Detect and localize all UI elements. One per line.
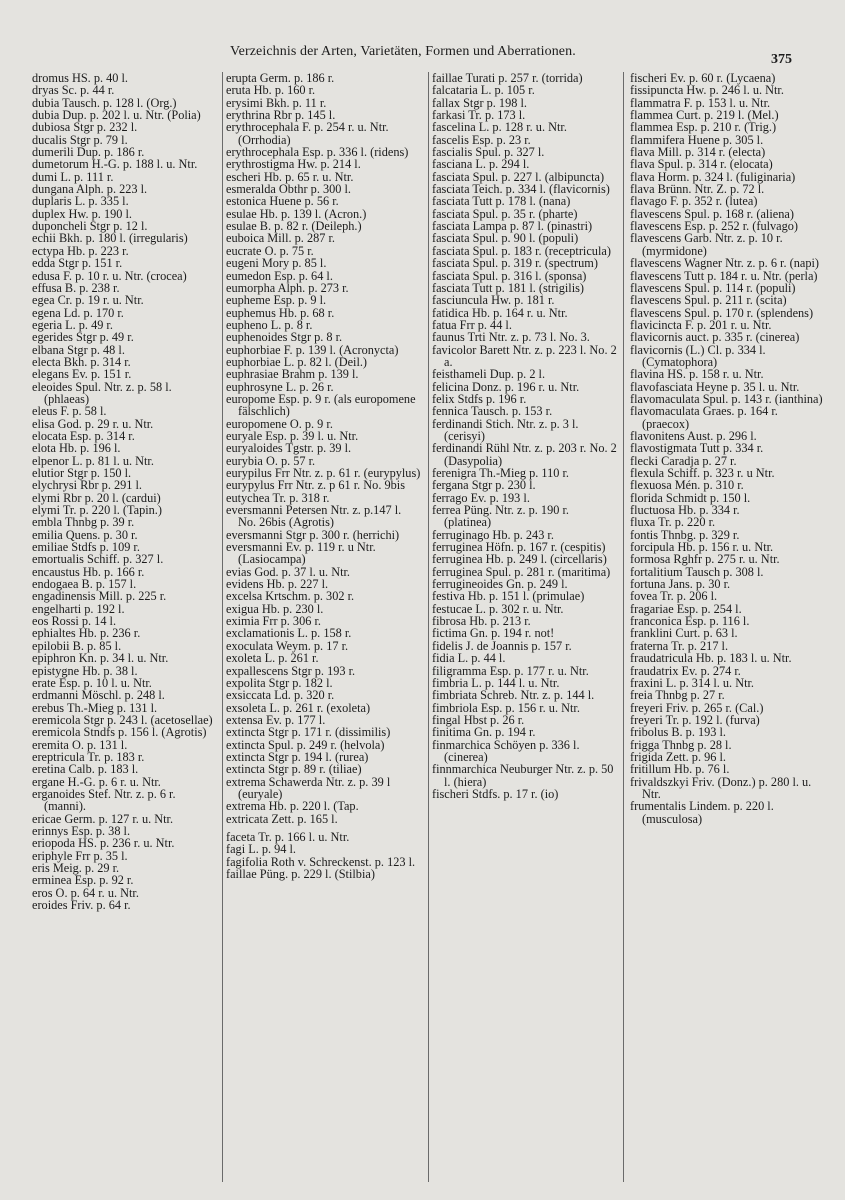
index-entry: faillae Turati p. 257 r. (torrida) — [432, 71, 583, 85]
index-entry: eutychea Tr. p. 318 r. — [226, 490, 330, 505]
index-entry: eupheme Esp. p. 9 l. — [226, 293, 327, 308]
index-entry: engadinensis Mill. p. 225 r. — [32, 589, 167, 604]
index-entry: erythrocephala F. p. 254 r. u. Ntr. (Orrhodia) — [226, 120, 389, 147]
index-entry: fasciata Spul. p. 319 r. (spectrum) — [432, 256, 598, 271]
index-entry: flammatra F. p. 153 l. u. Ntr. — [630, 95, 771, 110]
index-entry: encaustus Hb. p. 166 r. — [32, 564, 145, 579]
index-entry: favicolor Barett Ntr. z. p. 223 l. No. 2 a. — [432, 342, 617, 369]
index-entry: elota Hb. p. 196 l. — [32, 441, 121, 456]
index-entry: egea Cr. p. 19 r. u. Ntr. — [32, 293, 144, 308]
index-entry: flavostigmata Tutt p. 334 r. — [630, 441, 764, 456]
index-entry: fribolus B. p. 193 l. — [630, 725, 726, 740]
index-entry: elegans Ev. p. 151 r. — [32, 367, 132, 382]
index-entry: fasciata Lampa p. 87 l. (pinastri) — [432, 219, 593, 234]
index-entry: europomene O. p. 9 r. — [226, 416, 333, 431]
index-entry: eumorpha Alph. p. 273 r. — [226, 280, 349, 295]
index-entry: electa Bkh. p. 314 r. — [32, 354, 131, 369]
index-entry: dryas Sc. p. 44 r. — [32, 83, 115, 98]
index-entry: echii Bkh. p. 180 l. (irregularis) — [32, 231, 188, 246]
index-entry: eos Rossi p. 14 l. — [32, 614, 117, 629]
index-entry: dubiosa Stgr p. 232 l. — [32, 120, 138, 135]
index-entry: euphemus Hb. p. 68 r. — [226, 305, 335, 320]
index-entry: flavomaculata Spul. p. 143 r. (ianthina) — [630, 391, 823, 406]
index-entry: flammea Esp. p. 210 r. (Trig.) — [630, 120, 777, 135]
index-entry: felicina Donz. p. 196 r. u. Ntr. — [432, 379, 580, 394]
index-entry: fatua Frr p. 44 l. — [432, 317, 512, 332]
index-entry: egena Ld. p. 170 r. — [32, 305, 124, 320]
index-entry: eremita O. p. 131 l. — [32, 737, 128, 752]
index-entry: festucae L. p. 302 r. u. Ntr. — [432, 601, 564, 616]
index-entry: fergana Stgr p. 230 l. — [432, 478, 536, 493]
index-entry: fascelina L. p. 128 r. u. Ntr. — [432, 120, 567, 135]
index-entry: erganoides Stef. Ntr. z. p. 6 r. (manni). — [32, 786, 176, 814]
index-entry: erebus Th.-Mieg p. 131 l. — [32, 700, 158, 715]
column-divider — [222, 72, 223, 1182]
index-entry: euphorbiae L. p. 82 l. (Deil.) — [226, 354, 368, 369]
index-entry: excelsa Krtschm. p. 302 r. — [226, 589, 355, 604]
index-entry: euryaloides Tgstr. p. 39 l. — [226, 441, 352, 456]
index-entry: euryale Esp. p. 39 l. u. Ntr. — [226, 428, 359, 443]
index-entry: ferenigra Th.-Mieg p. 110 r. — [432, 466, 569, 480]
index-entry: eleus F. p. 58 l. — [32, 404, 107, 419]
index-entry: fagifolia Roth v. Schreckenst. p. 123 l. — [226, 854, 416, 869]
index-entry: estonica Huene p. 56 r. — [226, 194, 339, 209]
index-entry: flavescens Spul. p. 114 r. (populi) — [630, 280, 796, 295]
index-entry: ducalis Stgr p. 79 l. — [32, 132, 128, 147]
index-entry: extincta Stgr p. 194 l. (rurea) — [226, 749, 369, 764]
index-entry: ferrea Püng. Ntr. z. p. 190 r. (platinea) — [432, 503, 569, 530]
column-divider — [623, 72, 624, 1182]
index-entry: fimbriola Esp. p. 156 r. u. Ntr. — [432, 700, 580, 715]
index-entry: eriopoda HS. p. 236 r. u. Ntr. — [32, 836, 175, 851]
index-entry: fasciata Tutt p. 178 l. (nana) — [432, 194, 571, 209]
index-entry: fasciata Teich. p. 334 l. (flavicornis) — [432, 182, 610, 197]
index-entry: eugeni Mory p. 85 l. — [226, 256, 327, 271]
index-entry: dromus HS. p. 40 l. — [32, 71, 128, 85]
index-entry: flavonitens Aust. p. 296 l. — [630, 428, 757, 443]
index-entry: flecki Caradja p. 27 r. — [630, 453, 737, 468]
index-entry: duplaris L. p. 335 l. — [32, 194, 129, 209]
index-entry: fidelis J. de Joannis p. 157 r. — [432, 638, 572, 653]
index-entry: exigua Hb. p. 230 l. — [226, 601, 324, 616]
index-entry: flavescens Spul. p. 170 r. (splendens) — [630, 305, 814, 320]
index-entry: exclamationis L. p. 158 r. — [226, 626, 352, 641]
index-entry: fasciata Spul. p. 183 r. (receptricula) — [432, 243, 611, 258]
index-entry: euphrosyne L. p. 26 r. — [226, 379, 334, 394]
index-entry: emilia Quens. p. 30 r. — [32, 527, 138, 542]
index-entry: euphorbiae F. p. 139 l. (Acronycta) — [226, 342, 399, 357]
index-entry: exsiccata Ld. p. 320 r. — [226, 688, 335, 703]
index-entry: franconica Esp. p. 116 l. — [630, 614, 750, 629]
index-entry: eupheno L. p. 8 r. — [226, 317, 313, 332]
index-entry: fasciuncula Hw. p. 181 r. — [432, 293, 555, 308]
index-entry: erdmanni Möschl. p. 248 l. — [32, 688, 165, 703]
index-entry: escheri Hb. p. 65 r. u. Ntr. — [226, 169, 354, 184]
index-entry: ectypa Hb. p. 223 r. — [32, 243, 129, 258]
index-entry: ferdinandi Stich. Ntr. z. p. 3 l. (cerisyi) — [432, 416, 579, 443]
index-entry: eretina Calb. p. 183 l. — [32, 762, 139, 777]
index-entry: fasciata Tutt p. 181 l. (strigilis) — [432, 280, 584, 295]
index-entry: esulae Hb. p. 139 l. (Acron.) — [226, 206, 367, 221]
index-entry: elisa God. p. 29 r. u. Ntr. — [32, 416, 154, 431]
index-entry: epistygne Hb. p. 38 l. — [32, 663, 138, 678]
index-entry: eucrate O. p. 75 r. — [226, 243, 314, 258]
index-entry: embla Thnbg p. 39 r. — [32, 515, 135, 530]
index-entry: fascialis Spul. p. 327 l. — [432, 145, 545, 160]
index-entry: effusa B. p. 238 r. — [32, 280, 120, 295]
index-entry: eximia Frr p. 306 r. — [226, 614, 321, 629]
index-entry: faunus Trti Ntr. z. p. 73 l. No. 3. — [432, 330, 590, 345]
index-entry: eremicola Stgr p. 243 l. (acetosellae) — [32, 712, 213, 727]
index-entry: flavago F. p. 352 r. (lutea) — [630, 194, 758, 209]
index-entry: ferdinandi Rühl Ntr. z. p. 203 r. No. 2 (Dasypolia) — [432, 441, 617, 468]
index-entry: eruta Hb. p. 160 r. — [226, 83, 316, 98]
index-entry: elutior Stgr p. 150 l. — [32, 466, 132, 480]
index-entry: emiliae Stdfs p. 109 r. — [32, 540, 140, 555]
index-entry: fraxini L. p. 314 l. u. Ntr. — [630, 675, 754, 690]
index-entry: dungana Alph. p. 223 l. — [32, 182, 148, 197]
index-entry: fortalitium Tausch p. 308 l. — [630, 564, 764, 579]
index-entry: flavicincta F. p. 201 r. u. Ntr. — [630, 317, 772, 332]
index-entry: formosa Rghfr p. 275 r. u. Ntr. — [630, 552, 780, 567]
index-entry: ferruginea Höfn. p. 167 r. (cespitis) — [432, 540, 606, 555]
index-entry: finmarchica Schöyen p. 336 l. (cinerea) — [432, 737, 580, 764]
index-entry: eversmanni Stgr p. 300 r. (herrichi) — [226, 527, 400, 542]
index-entry: esulae B. p. 82 r. (Deileph.) — [226, 219, 362, 234]
index-entry: fischeri Ev. p. 60 r. (Lycaena) — [630, 71, 776, 85]
index-entry: euphrasiae Brahm p. 139 l. — [226, 367, 359, 382]
index-entry: egerides Stgr p. 49 r. — [32, 330, 134, 345]
index-entry: franklini Curt. p. 63 l. — [630, 626, 738, 641]
index-entry: erupta Germ. p. 186 r. — [226, 71, 335, 85]
index-entry: flava Spul. p. 314 r. (elocata) — [630, 157, 773, 172]
index-entry: erythrostigma Hw. p. 214 l. — [226, 157, 361, 172]
index-entry: fortuna Jans. p. 30 r. — [630, 577, 731, 592]
index-entry: fasciata Spul. p. 90 l. (populi) — [432, 231, 579, 246]
index-entry: erysimi Bkh. p. 11 r. — [226, 95, 327, 110]
index-entry: flavina HS. p. 158 r. u. Ntr. — [630, 367, 764, 382]
index-entry: fovea Tr. p. 206 l. — [630, 589, 718, 604]
index-entry: fontis Thnbg. p. 329 r. — [630, 527, 740, 542]
index-entry: flavofasciata Heyne p. 35 l. u. Ntr. — [630, 379, 800, 394]
index-entry: evidens Hb. p. 227 l. — [226, 577, 329, 592]
index-entry: elymi Rbr p. 20 l. (cardui) — [32, 490, 161, 505]
index-entry: flavescens Spul. p. 211 r. (scita) — [630, 293, 787, 308]
index-entry: duplex Hw. p. 190 l. — [32, 206, 132, 221]
index-entry: faceta Tr. p. 166 l. u. Ntr. — [226, 829, 350, 844]
index-entry: frivaldszkyi Friv. (Donz.) p. 280 l. u. Ntr. — [630, 774, 812, 801]
index-entry: epilobii B. p. 85 l. — [32, 638, 122, 653]
index-entry: fritillum Hb. p. 76 l. — [630, 762, 730, 777]
index-entry: ferruginea Hb. p. 249 l. (circellaris) — [432, 552, 607, 567]
index-entry: frigga Thnbg p. 28 l. — [630, 737, 732, 752]
index-entry: florida Schmidt p. 150 l. — [630, 490, 751, 505]
page-header: Verzeichnis der Arten, Varietäten, Formen und Aberrationen. — [230, 44, 576, 59]
index-entry: flavescens Tutt p. 184 r. u. Ntr. (perla) — [630, 268, 818, 283]
index-entry: flavescens Wagner Ntr. z. p. 6 r. (napi) — [630, 256, 819, 271]
index-entry: flavescens Esp. p. 252 r. (fulvago) — [630, 219, 799, 234]
index-entry: eurypylus Frr Ntr. z. p 61 r. No. 9bis — [226, 478, 405, 493]
index-entry: extincta Stgr p. 89 r. (tiliae) — [226, 762, 362, 777]
index-entry: flava Horm. p. 324 l. (fuliginaria) — [630, 169, 796, 184]
index-entry: fascelis Esp. p. 23 r. — [432, 132, 531, 147]
index-entry: eversmanni Petersen Ntr. z. p.147 l. No. 26bis (Agrotis) — [226, 503, 402, 530]
index-entry: frigida Zett. p. 96 l. — [630, 749, 726, 764]
index-entry: fraudatrix Ev. p. 274 r. — [630, 663, 741, 678]
index-entry: elymi Tr. p. 220 l. (Tapin.) — [32, 503, 162, 518]
index-entry: erinnys Esp. p. 38 l. — [32, 823, 131, 838]
index-entry: eroides Friv. p. 64 r. — [32, 898, 131, 913]
index-entry: exoleta L. p. 261 r. — [226, 651, 319, 666]
index-entry: extrema Hb. p. 220 l. (Tap. — [226, 799, 359, 814]
index-entry: eversmanni Ev. p. 119 r. u Ntr. (Lasiocampa) — [226, 540, 376, 567]
index-entry: fimbria L. p. 144 l. u. Ntr. — [432, 675, 560, 690]
index-entry: flammea Curt. p. 219 l. (Mel.) — [630, 108, 779, 123]
index-entry: europome Esp. p. 9 r. (als europomene fälschlich) — [226, 391, 416, 419]
index-entry: freyeri Friv. p. 265 r. (Cal.) — [630, 700, 764, 715]
index-column-2 — [226, 72, 422, 880]
index-entry: dubia Tausch. p. 128 l. (Org.) — [32, 95, 177, 110]
index-entry: exoculata Weym. p. 17 r. — [226, 638, 349, 653]
index-entry: erythrocephala Esp. p. 336 l. (ridens) — [226, 145, 409, 160]
index-entry: egeria L. p. 49 r. — [32, 317, 113, 332]
index-entry: freyeri Tr. p. 192 l. (furva) — [630, 712, 760, 727]
index-entry: fasciata Spul. p. 35 r. (pharte) — [432, 206, 578, 221]
index-entry: erminea Esp. p. 92 r. — [32, 873, 134, 888]
index-entry: engelharti p. 192 l. — [32, 601, 125, 616]
index-entry: flavicornis auct. p. 335 r. (cinerea) — [630, 330, 800, 345]
index-entry: flexuosa Mén. p. 310 r. — [630, 478, 744, 493]
index-entry: fallax Stgr p. 198 l. — [432, 95, 527, 110]
index-entry: festiva Hb. p. 151 l. (primulae) — [432, 589, 585, 604]
index-entry: fennica Tausch. p. 153 r. — [432, 404, 553, 419]
index-entry: flavicornis (L.) Cl. p. 334 l. (Cymatophora) — [630, 342, 766, 369]
index-entry: eurybia O. p. 57 r. — [226, 453, 316, 468]
index-entry: eurypilus Frr Ntr. z. p. 61 r. (eurypylus) — [226, 466, 421, 480]
index-entry: felix Stdfs p. 196 r. — [432, 391, 527, 406]
index-entry: evias God. p. 37 l. u. Ntr. — [226, 564, 350, 579]
index-entry: flavomaculata Graes. p. 164 r. (praecox) — [630, 404, 778, 431]
index-entry: fischeri Stdfs. p. 17 r. (io) — [432, 786, 559, 801]
index-entry: fatidica Hb. p. 164 r. u. Ntr. — [432, 305, 568, 320]
index-entry: fasciata Spul. p. 316 l. (sponsa) — [432, 268, 587, 283]
index-entry: fimbriata Schreb. Ntr. z. p. 144 l. — [432, 688, 595, 703]
index-entry: fibrosa Hb. p. 213 r. — [432, 614, 531, 629]
index-entry: dumetorum H.-G. p. 188 l. u. Ntr. — [32, 157, 198, 172]
index-entry: frumentalis Lindem. p. 220 l. (musculosa) — [630, 799, 774, 826]
index-entry: fragariae Esp. p. 254 l. — [630, 601, 742, 616]
index-entry: dumi L. p. 111 r. — [32, 169, 114, 184]
index-entry: elpenor L. p. 81 l. u. Ntr. — [32, 453, 154, 468]
index-entry: fasciana L. p. 294 l. — [432, 157, 530, 172]
index-entry: expolita Stgr p. 182 l. — [226, 675, 333, 690]
index-entry: edda Stgr p. 151 r. — [32, 256, 123, 271]
index-entry: freia Thnbg p. 27 r. — [630, 688, 725, 703]
index-entry: eremicola Stndfs p. 156 l. (Agrotis) — [32, 725, 207, 740]
index-entry: euphenoides Stgr p. 8 r. — [226, 330, 343, 345]
index-entry: endogaea B. p. 157 l. — [32, 577, 137, 592]
index-entry: extrema Schawerda Ntr. z. p. 39 l (euryale) — [226, 774, 391, 801]
index-entry: forcipula Hb. p. 156 r. u. Ntr. — [630, 540, 774, 555]
index-entry: dubia Dup. p. 202 l. u. Ntr. (Polia) — [32, 108, 201, 123]
index-entry: finitima Gn. p. 194 r. — [432, 725, 536, 740]
index-entry: fraudatricula Hb. p. 183 l. u. Ntr. — [630, 651, 792, 666]
index-entry: duponcheli Stgr p. 12 l. — [32, 219, 148, 234]
index-entry: eros O. p. 64 r. u. Ntr. — [32, 885, 139, 900]
index-entry: extricata Zett. p. 165 l. — [226, 811, 338, 826]
index-entry: ferruginea Spul. p. 281 r. (maritima) — [432, 564, 611, 579]
index-entry: extincta Stgr p. 171 r. (dissimilis) — [226, 725, 391, 740]
column-divider — [428, 72, 429, 1182]
index-entry: eumedon Esp. p. 64 l. — [226, 268, 333, 283]
index-entry: farkasi Tr. p. 173 l. — [432, 108, 526, 123]
index-entry: flavescens Garb. Ntr. z. p. 10 r. (myrmidone) — [630, 231, 783, 258]
index-entry: falcataria L. p. 105 r. — [432, 83, 535, 98]
index-entry: emortualis Schiff. p. 327 l. — [32, 552, 164, 567]
index-entry: feisthameli Dup. p. 2 l. — [432, 367, 546, 382]
index-entry: eleoides Spul. Ntr. z. p. 58 l. (phlaeas) — [32, 379, 172, 406]
index-entry: eris Meig. p. 29 r. — [32, 861, 120, 875]
index-entry: fraterna Tr. p. 217 l. — [630, 638, 729, 653]
index-entry: epiphron Kn. p. 34 l. u. Ntr. — [32, 651, 169, 666]
index-entry: filigramma Esp. p. 177 r. u. Ntr. — [432, 663, 589, 678]
index-column-1 — [32, 72, 218, 911]
index-entry: erythrina Rbr p. 145 l. — [226, 108, 336, 123]
index-entry: flava Brünn. Ntr. Z. p. 72 l. — [630, 182, 765, 197]
index-entry: ereptricula Tr. p. 183 r. — [32, 749, 145, 764]
index-entry: ergane H.-G. p. 6 r. u. Ntr. — [32, 774, 161, 789]
index-entry: ferrugineoides Gn. p. 249 l. — [432, 577, 568, 592]
index-entry: fluxa Tr. p. 220 r. — [630, 515, 716, 530]
index-entry: dumerili Dup. p. 186 r. — [32, 145, 145, 160]
index-entry: flavescens Spul. p. 168 r. (aliena) — [630, 206, 794, 221]
index-entry: fictima Gn. p. 194 r. not! — [432, 626, 555, 641]
index-entry: euboica Mill. p. 287 r. — [226, 231, 335, 246]
index-entry: finnmarchica Neuburger Ntr. z. p. 50 l. (hiera) — [432, 762, 614, 789]
index-entry: fidia L. p. 44 l. — [432, 651, 506, 666]
index-entry: erate Esp. p. 10 l. u. Ntr. — [32, 675, 152, 690]
index-column-4 — [630, 72, 828, 825]
index-entry: faillae Püng. p. 229 l. (Stilbia) — [226, 867, 375, 881]
index-entry: exsoleta L. p. 261 r. (exoleta) — [226, 700, 371, 715]
index-entry: fasciata Spul. p. 227 l. (albipuncta) — [432, 169, 605, 184]
index-entry: edusa F. p. 10 r. u. Ntr. (crocea) — [32, 268, 187, 283]
index-entry: ericae Germ. p. 127 r. u. Ntr. — [32, 811, 174, 826]
page-number: 375 — [771, 52, 792, 67]
index-entry: elbana Stgr p. 48 l. — [32, 342, 125, 357]
index-column-3 — [432, 72, 618, 800]
index-entry: eriphyle Frr p. 35 l. — [32, 848, 128, 863]
index-entry: fluctuosa Hb. p. 334 r. — [630, 503, 740, 518]
index-entry: elocata Esp. p. 314 r. — [32, 428, 135, 443]
index-entry: fissipuncta Hw. p. 246 l. u. Ntr. — [630, 83, 784, 98]
index-entry: ferruginago Hb. p. 243 r. — [432, 527, 554, 542]
index-entry: ferrago Ev. p. 193 l. — [432, 490, 530, 505]
index-entry: elychrysi Rbr p. 291 l. — [32, 478, 142, 493]
index-entry: extincta Spul. p. 249 r. (helvola) — [226, 737, 385, 752]
index-entry: ephialtes Hb. p. 236 r. — [32, 626, 141, 641]
index-entry: flammifera Huene p. 305 l. — [630, 132, 764, 147]
index-entry: fagi L. p. 94 l. — [226, 842, 297, 857]
index-entry: extensa Ev. p. 177 l. — [226, 712, 326, 727]
index-entry: expallescens Stgr p. 193 r. — [226, 663, 356, 678]
index-entry: esmeralda Obthr p. 300 l. — [226, 182, 351, 197]
index-entry: fingal Hbst p. 26 r. — [432, 712, 525, 727]
index-entry: flava Mill. p. 314 r. (electa) — [630, 145, 766, 160]
index-entry: flexula Schiff. p. 323 r. u Ntr. — [630, 466, 775, 480]
